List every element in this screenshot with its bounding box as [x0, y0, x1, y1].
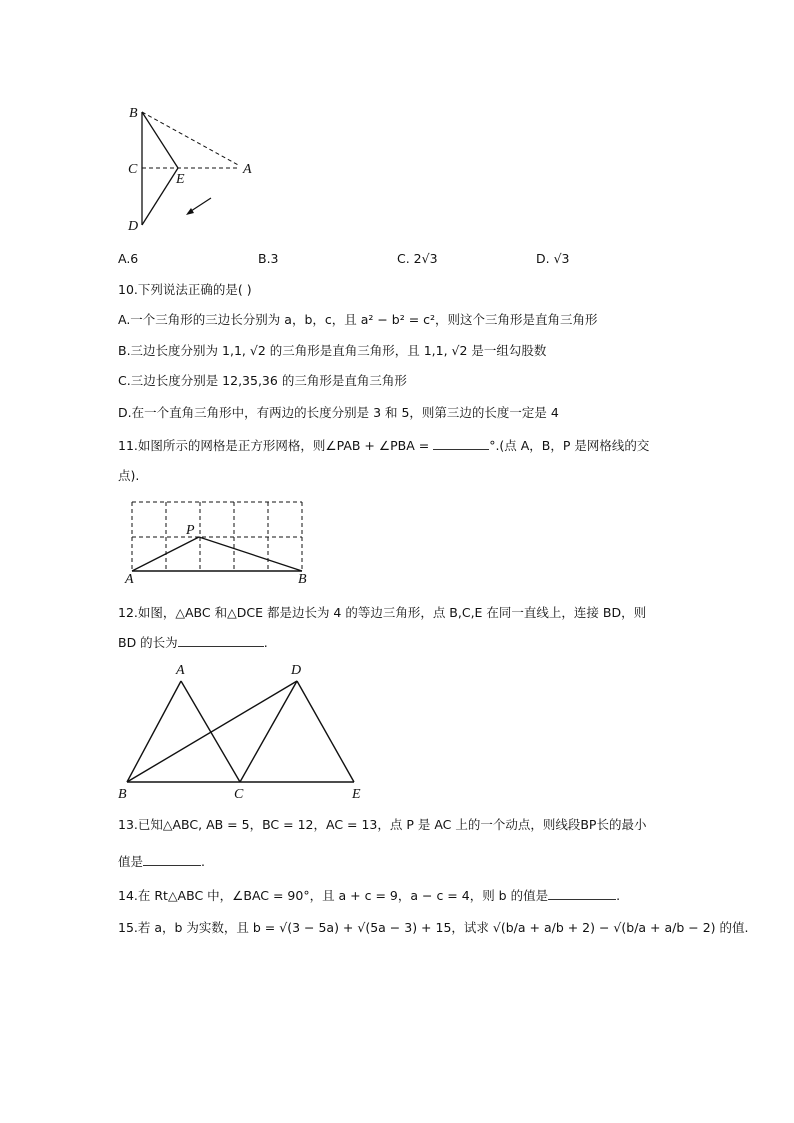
q13-answer-blank[interactable] — [143, 853, 201, 866]
q14-answer-blank[interactable] — [548, 887, 616, 900]
q14-stem-line: 14.在 Rt△ABC 中，∠BAC = 90°，且 a + c = 9，a − c = 4，则 b 的值是 . — [118, 888, 621, 903]
q12-stem: BD 的长为 . — [118, 635, 268, 650]
q9-option-b: B.3 — [258, 251, 279, 266]
label-e: E — [352, 787, 361, 802]
label-e: E — [176, 172, 185, 187]
label-d: D — [291, 663, 302, 678]
q13-stem: 值是 . — [118, 854, 205, 869]
label-b: B — [129, 106, 138, 121]
q15-stem: 15.若 a，b 为实数，且 b = √(3 − 5a) + √(5a − 3) + 15，试求 √(b/a + a/b + 2) − √(b/a + a/b − 2) 的值. — [118, 920, 749, 935]
label-a: A — [125, 572, 134, 587]
label-d: D — [128, 219, 139, 234]
q10-option-b: B.三边长度分别为 1,1, √2 的三角形是直角三角形，且 1,1, √2 是一组勾股数 — [118, 343, 547, 358]
q9-option-d: D. √3 — [536, 251, 570, 266]
q13-stem-a: 13.已知△ABC, AB = 5，BC = 12，AC = 13，点 P 是 AC 上的一个动点，则线段BP长的最小 — [118, 817, 647, 832]
label-b: B — [298, 572, 307, 587]
label-c: C — [234, 787, 244, 802]
q12-stem-b: BD 的长为 — [118, 635, 178, 650]
q10-option-c: C.三边长度分别是 12,35,36 的三角形是直角三角形 — [118, 373, 407, 388]
q11-stem-b: °.(点 A，B，P 是网格线的交 — [489, 438, 650, 453]
q9-option-a: A.6 — [118, 251, 139, 266]
q11-stem-a: 11.如图所示的网格是正方形网格，则∠PAB + ∠PBA = — [118, 438, 430, 453]
q10-stem: 10.下列说法正确的是( ) — [118, 282, 252, 297]
label-b: B — [118, 787, 127, 802]
q14-stem: 14.在 Rt△ABC 中，∠BAC = 90°，且 a + c = 9，a − c = 4，则 b 的值是 — [118, 888, 549, 903]
label-c: C — [128, 162, 138, 177]
q12-stem-a: 12.如图，△ABC 和△DCE 都是边长为 4 的等边三角形，点 B,C,E 在同一直线上，连接 BD，则 — [118, 605, 647, 620]
label-a: A — [243, 162, 252, 177]
q11-stem-c: 点). — [118, 468, 140, 483]
q10-option-a: A.一个三角形的三边长分别为 a，b，c，且 a² − b² = c²，则这个三角形是直角三角形 — [118, 312, 598, 327]
q10-option-d: D.在一个直角三角形中，有两边的长度分别是 3 和 5，则第三边的长度一定是 4 — [118, 405, 559, 420]
q9-option-c: C. 2√3 — [397, 251, 438, 266]
label-a: A — [176, 663, 185, 678]
label-p: P — [186, 523, 195, 538]
q13-stem-b: 值是 — [118, 854, 144, 869]
